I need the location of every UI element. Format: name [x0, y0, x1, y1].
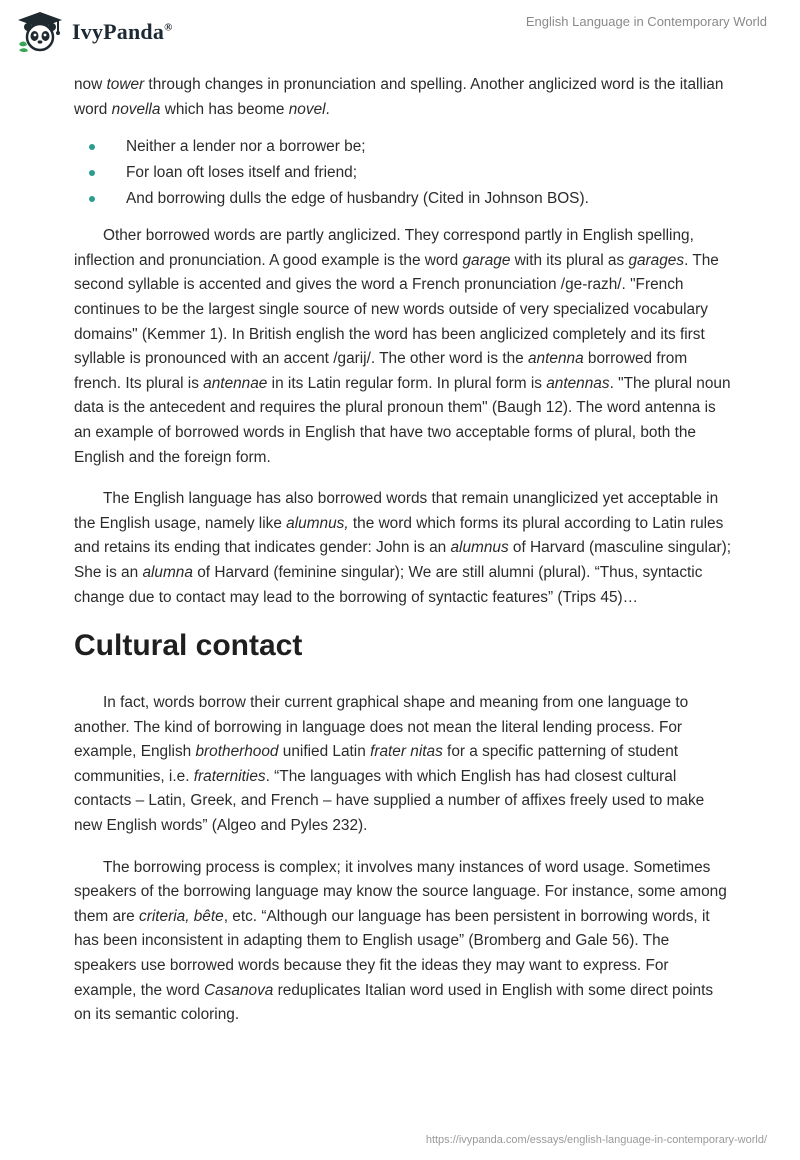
italic-term: novel: [288, 100, 326, 118]
quote-bullet-list: [74, 134, 734, 212]
source-url-link[interactable]: https://ivypanda.com/essays/english-language-in-contemporary-world/: [425, 1134, 767, 1146]
intro-paragraph: now tower through changes in pronunciation and spelling. Another anglicized word is the itallian word novella which has beome novel.: [74, 76, 724, 118]
list-item: Neither a lender nor a borrower be;: [74, 134, 734, 160]
italic-term: antennae: [203, 374, 268, 392]
italic-term: alumnus,: [286, 514, 349, 532]
italic-term: antennas: [546, 374, 610, 392]
italic-term: frater nitas: [370, 743, 443, 761]
section-heading: Cultural contact: [74, 629, 303, 663]
italic-term: brotherhood: [195, 743, 279, 761]
italic-term: garages: [628, 251, 685, 269]
italic-term: alumnus: [450, 539, 509, 557]
ivypanda-logo[interactable]: [14, 10, 173, 54]
italic-term: novella: [111, 100, 161, 118]
italic-term: antenna: [528, 350, 584, 368]
italic-term: garage: [462, 251, 511, 269]
italic-term: tower: [106, 76, 145, 93]
list-item: For loan oft loses itself and friend;: [74, 160, 734, 186]
page-header: [0, 0, 800, 64]
brand-name: IvyPanda®: [72, 19, 173, 44]
paragraph-partly-anglicized: Other borrowed words are partly anglicized. They correspond partly in English spelling, inflection and pronunciation. A good example is the word garage with its plural as garages. The second syllable is accented and gives the word a French pronunciation /ge-razh/. "French continues to be the largest single source of new words outside of very specialized vocabulary domains" (Kemmer 1). In British english the word has been anglicized completely and its first syllable is pronounced with an accent /garij/. The other word is the antenna borrowed from french. Its plural is antennae in its Latin regular form. In plural form is antennas. "The plural noun data is the antecedent and requires the plural pronoun them" (Baugh 12). The word antenna is an example of borrowed words in English that have two acceptable forms of plural, both the English and the foreign form.: [74, 227, 731, 466]
paragraph-borrowing-shape: In fact, words borrow their current graphical shape and meaning from one language to another. The kind of borrowing in language does not mean the literal lending process. For example, English brotherhood unified Latin frater nitas for a specific patterning of student communities, i.e. fraternities. “The languages with which English has had closest cultural contacts – Latin, Greek, and French – have supplied a number of affixes freely used to make new English words” (Algeo and Pyles 232).: [74, 694, 705, 835]
italic-term: alumna: [142, 563, 193, 581]
italic-term: criteria, bête: [139, 907, 224, 925]
running-title: English Language in Contemporary World: [525, 14, 767, 29]
italic-term: Casanova: [204, 981, 274, 999]
panda-graduate-icon: [14, 10, 66, 54]
essay-content: [74, 73, 734, 1045]
paragraph-borrowing-process: The borrowing process is complex; it involves many instances of word usage. Sometimes speakers of the borrowing language may know the source language. For instance, some among them are criteria, bête, etc. “Although our language has been persistent in borrowing words, it has been inconsistent in adapting them to English usage” (Bromberg and Gale 56). The speakers use borrowed words because they fit the ideas they may want to express. For example, the word Casanova reduplicates Italian word used in English with some direct points on its semantic coloring.: [74, 858, 727, 1024]
paragraph-unanglicized: The English language has also borrowed words that remain unanglicized yet acceptable in the English usage, namely like alumnus, the word which forms its plural according to Latin rules and retains its ending that indicates gender: John is an alumnus of Harvard (masculine singular); She is an alumna of Harvard (feminine singular); We are still alumni (plural). “Thus, syntactic change due to contact may lead to the borrowing of syntactic features” (Trips 45)…: [74, 490, 732, 606]
italic-term: fraternities: [193, 767, 266, 785]
list-item: And borrowing dulls the edge of husbandry (Cited in Johnson BOS).: [74, 186, 734, 212]
